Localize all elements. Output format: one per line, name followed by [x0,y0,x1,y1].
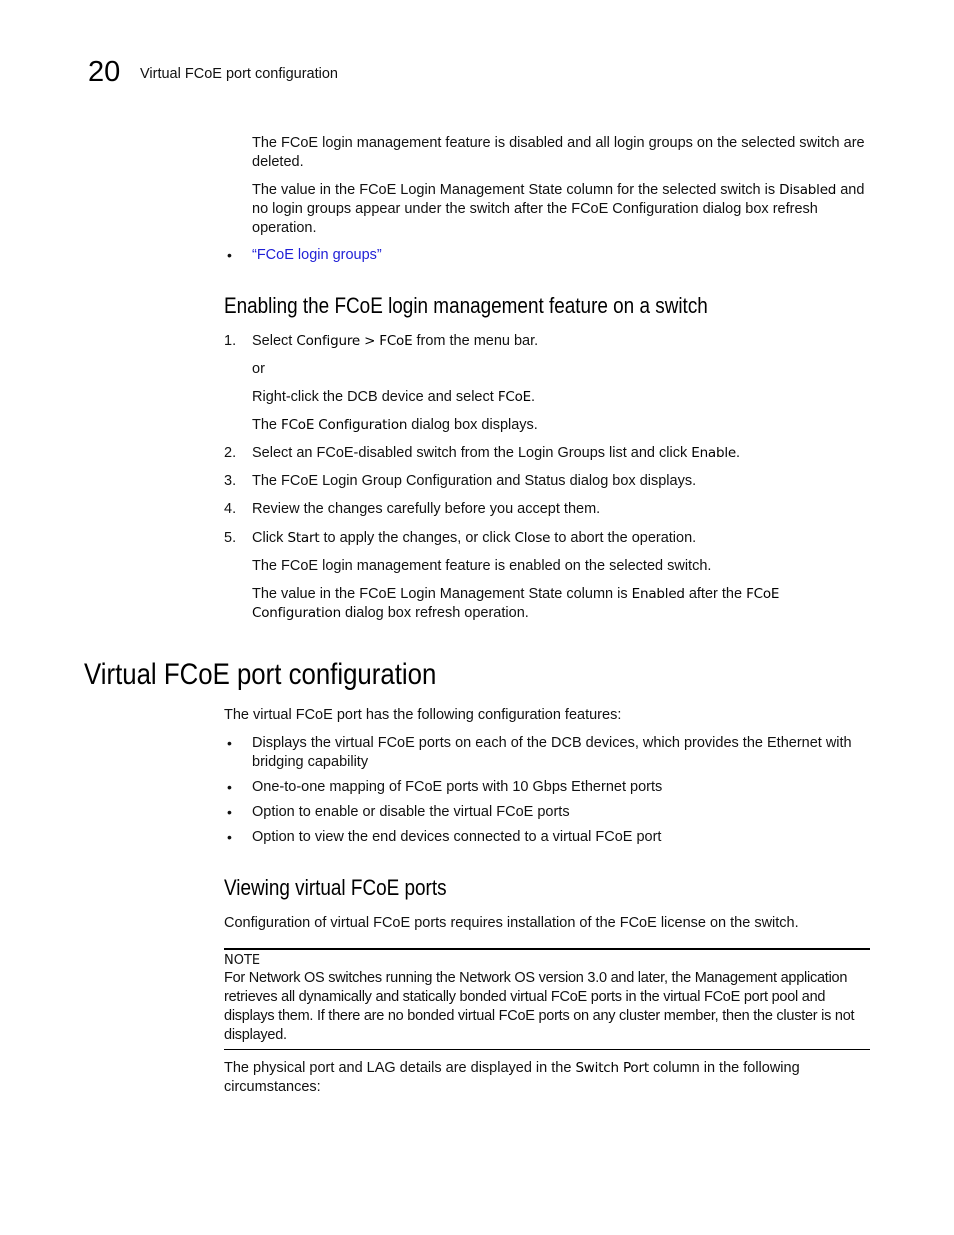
running-title: Virtual FCoE port configuration [140,66,339,82]
section-heading-virtual-fcoe: Virtual FCoE port configuration [84,658,437,691]
feature-bullet: Option to view the end devices connected to a virtual FCoE port [252,829,662,845]
step-number: 3. [224,473,237,489]
bold-term: FCoE [497,389,531,405]
bold-term: Switch Port [575,1060,649,1076]
text-run: after the [684,586,747,602]
text-run: . [736,445,741,461]
bold-term: Configuration [252,605,341,621]
bold-term: Start [287,530,320,546]
text-run: dialog box displays. [407,417,538,433]
text-run: dialog box refresh operation. [340,605,529,621]
virtual-intro: The virtual FCoE port has the following configuration features: [224,707,622,723]
text-run: column in the following circumstances: [224,1060,800,1095]
switch-port-paragraph [224,1059,834,1097]
step-1-or: or [252,361,265,377]
text-run: The physical port and LAG details are displayed in the [224,1060,576,1076]
viewing-paragraph: Configuration of virtual FCoE ports requires installation of the FCoE license on the switch. [224,915,799,931]
step-1 [252,332,872,351]
text-run: Right-click the DCB device and select [252,389,498,405]
bullet-dot: • [227,804,232,820]
text-run: from the menu bar. [412,333,539,349]
text-run: to apply the changes, or click [319,530,515,546]
step-4: Review the changes carefully before you accept them. [252,501,601,517]
chapter-number: 20 [88,56,121,88]
fcoe-login-groups-link[interactable]: “FCoE login groups” [252,247,382,263]
step-5-result-1: The FCoE login management feature is enabled on the selected switch. [252,558,712,574]
step-number: 2. [224,445,237,461]
text-run: The value in the FCoE Login Management State column is [252,586,632,602]
step-5-result-2 [252,585,872,623]
bold-term: Close [514,530,551,546]
note-text: For Network OS switches running the Network OS version 3.0 and later, the Management application retrieves all dynamically and statically bonded virtual FCoE ports in the virtual FCoE port pool and displays them. If there are no bonded virtual FCoE ports on any cluster member, then the cluster is not displayed. [224,970,855,1043]
bold-term: Disabled [779,182,837,198]
feature-bullet: Option to enable or disable the virtual FCoE ports [252,804,570,820]
text-run: Select an FCoE-disabled switch from the Login Groups list and click [252,445,692,461]
text-run: Select [252,333,297,349]
text-run: Click [252,530,288,546]
intro-paragraph-1: The FCoE login management feature is disabled and all login groups on the selected switch are deleted. [252,135,865,170]
bold-term: FCoE Configuration [281,417,408,433]
feature-bullet: Displays the virtual FCoE ports on each of the DCB devices, which provides the Ethernet with bridging capability [252,735,852,770]
step-5 [252,529,872,548]
step-number: 5. [224,530,237,546]
bullet-dot: • [227,829,232,845]
bullet-dot: • [227,735,232,751]
note-bottom-rule [224,1049,870,1050]
bullet-dot: • [227,247,232,263]
feature-bullet: One-to-one mapping of FCoE ports with 10 Gbps Ethernet ports [252,779,663,795]
step-3: The FCoE Login Group Configuration and Status dialog box displays. [252,473,697,489]
step-number: 1. [224,333,237,349]
note-top-rule [224,948,870,950]
note-label: NOTE [224,953,261,968]
text-run: The [252,417,282,433]
bold-term: Configure > FCoE [296,333,413,349]
bold-term: Enable [691,445,737,461]
bold-term: FCoE [746,586,780,602]
text-run: . [531,389,536,405]
step-number: 4. [224,501,237,517]
text-run: The value in the FCoE Login Management State column for the selected switch is [252,182,780,198]
section-heading-enabling: Enabling the FCoE login management feature on a switch [224,293,708,318]
text-run: and no login groups appear under the switch after the FCoE Configuration dialog box refresh operation. [252,182,865,236]
step-2 [252,444,872,463]
bold-term: Enabled [631,586,685,602]
section-heading-viewing: Viewing virtual FCoE ports [224,875,447,900]
intro-paragraph-2 [252,181,872,238]
bullet-dot: • [227,779,232,795]
step-1-result [252,416,872,435]
text-run: to abort the operation. [550,530,697,546]
step-1-alternative [252,388,872,407]
